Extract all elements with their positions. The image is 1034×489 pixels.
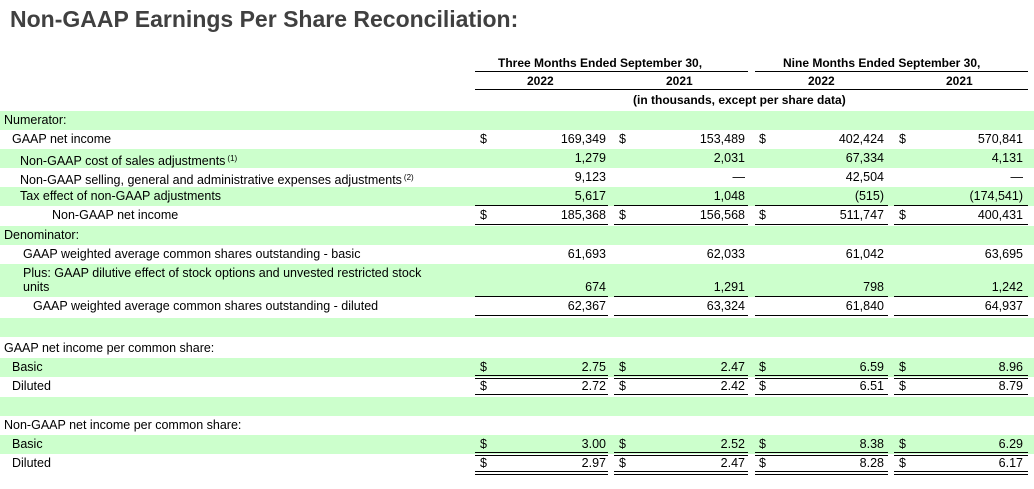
header-year-2021-nine: 2021 [946,74,973,88]
value-3m-2022: 62,367 [567,299,606,313]
value-9m-2022: 67,334 [845,151,884,165]
dollar-sign: $ [759,132,766,146]
dollar-sign: $ [619,208,626,222]
value-9m-2021: 64,937 [984,299,1023,313]
footnote-marker: (1) [227,154,238,163]
table-row-cos-adjustments [0,149,1034,168]
row-label: GAAP net income [12,132,112,146]
dollar-sign: $ [619,132,626,146]
table-row-diluted-shares [0,297,1034,316]
value-9m-2021: — [1010,170,1023,184]
value-3m-2022: 2.72 [581,379,606,393]
row-label-continued: units [23,280,50,294]
table-row-dilutive-effect [0,264,1034,297]
dollar-sign: $ [759,437,766,451]
table-row-basic-shares [0,245,1034,264]
dollar-sign: $ [899,208,906,222]
value-3m-2021: 62,033 [706,247,745,261]
value-3m-2022: 5,617 [574,189,606,203]
section-label: Non-GAAP net income per common share: [4,418,242,432]
numerator-label: Numerator: [4,113,67,127]
value-9m-2022: 42,504 [845,170,884,184]
row-label [20,170,414,188]
denominator-label: Denominator: [4,228,80,242]
dollar-sign: $ [759,379,766,393]
value-3m-2021: 63,324 [706,299,745,313]
value-3m-2021: 2.47 [720,456,745,470]
dollar-sign: $ [480,379,487,393]
dollar-sign: $ [899,379,906,393]
header-year-2021-three: 2021 [666,74,693,88]
value-9m-2022: 6.51 [859,379,884,393]
dollar-sign: $ [899,360,906,374]
row-label-text: Non-GAAP cost of sales adjustments [20,154,226,168]
value-9m-2021: (174,541) [969,189,1023,203]
value-9m-2021: 63,695 [984,247,1023,261]
value-3m-2021: 2.47 [720,360,745,374]
spacer-row [0,397,1034,416]
value-9m-2021: 570,841 [977,132,1023,146]
numerator-header-row [0,111,1034,130]
dollar-sign: $ [899,437,906,451]
total-double-rule [894,471,1028,475]
row-label: Diluted [12,456,51,470]
value-9m-2022: 8.28 [859,456,884,470]
gaap-eps-header-row [0,339,1034,358]
dollar-sign: $ [899,132,906,146]
dollar-sign: $ [480,437,487,451]
section-label: GAAP net income per common share: [4,341,215,355]
dollar-sign: $ [619,437,626,451]
value-9m-2022: 402,424 [838,132,884,146]
header-three-months-rule [475,71,748,72]
dollar-sign: $ [480,360,487,374]
value-3m-2022: 185,368 [560,208,606,222]
value-3m-2021: 153,489 [699,132,745,146]
value-9m-2021: 4,131 [991,151,1023,165]
value-3m-2022: 3.00 [581,437,606,451]
value-3m-2022: 2.75 [581,360,606,374]
row-label: GAAP weighted average common shares outstanding - basic [23,247,361,261]
table-row-tax-effect [0,187,1034,206]
dollar-sign: $ [759,208,766,222]
value-3m-2021: 2.42 [720,379,745,393]
header-units: (in thousands, except per share data) [633,93,846,107]
value-3m-2021: 2.52 [720,437,745,451]
value-3m-2022: 1,279 [574,151,606,165]
dollar-sign: $ [759,360,766,374]
value-3m-2021: 156,568 [699,208,745,222]
footnote-marker: (2) [403,173,414,182]
page-title: Non-GAAP Earnings Per Share Reconciliation: [10,6,519,32]
value-9m-2022: 8.38 [859,437,884,451]
dollar-sign: $ [619,379,626,393]
table-row-nongaap-net-income [0,206,1034,225]
value-9m-2022: 511,747 [839,208,884,222]
value-9m-2021: 8.79 [998,379,1023,393]
row-label: Non-GAAP net income [52,208,179,222]
header-nine-months: Nine Months Ended September 30, [783,56,981,70]
value-3m-2022: 61,693 [567,247,606,261]
denominator-header-row [0,226,1034,245]
row-label [20,151,237,169]
value-9m-2021: 8.96 [998,360,1023,374]
row-label: Diluted [12,379,51,393]
table-row-sga-adjustments [0,168,1034,187]
value-9m-2021: 1,242 [991,280,1023,294]
total-double-rule [475,471,608,475]
value-3m-2022: 169,349 [560,132,606,146]
header-three-months: Three Months Ended September 30, [498,56,703,70]
value-9m-2021: 6.17 [998,456,1023,470]
value-9m-2022: 61,840 [845,299,884,313]
row-label-text: Non-GAAP selling, general and administrative expenses adjustments [20,173,402,187]
value-3m-2021: 2,031 [713,151,745,165]
header-year-2022-nine: 2022 [808,74,835,88]
value-9m-2022: 6.59 [859,360,884,374]
header-year-2022-three: 2022 [527,74,554,88]
row-label: GAAP weighted average common shares outstanding - diluted [33,299,379,313]
total-double-rule [614,471,748,475]
value-3m-2022: 2.97 [581,456,606,470]
dollar-sign: $ [899,456,906,470]
header-nine-months-rule [755,71,1028,72]
value-9m-2022: (515) [854,189,884,203]
value-9m-2022: 798 [863,280,884,294]
value-3m-2021: 1,291 [713,280,745,294]
value-9m-2021: 400,431 [977,208,1023,222]
row-label: Basic [12,360,43,374]
value-9m-2021: 6.29 [998,437,1023,451]
header-years-rule [475,89,1028,90]
dollar-sign: $ [759,456,766,470]
table-row-gaap-net-income [0,130,1034,149]
dollar-sign: $ [480,208,487,222]
dollar-sign: $ [480,132,487,146]
row-label: Tax effect of non-GAAP adjustments [20,189,222,203]
spacer-row [0,318,1034,337]
value-3m-2021: — [732,170,745,184]
row-label: Plus: GAAP dilutive effect of stock options and unvested restricted stock [23,266,422,280]
dollar-sign: $ [619,456,626,470]
row-label: Basic [12,437,43,451]
value-3m-2021: 1,048 [713,189,745,203]
value-3m-2022: 9,123 [574,170,606,184]
dollar-sign: $ [619,360,626,374]
total-double-rule [755,471,888,475]
nongaap-eps-header-row [0,416,1034,435]
value-3m-2022: 674 [585,280,606,294]
value-9m-2022: 61,042 [845,247,884,261]
dollar-sign: $ [480,456,487,470]
